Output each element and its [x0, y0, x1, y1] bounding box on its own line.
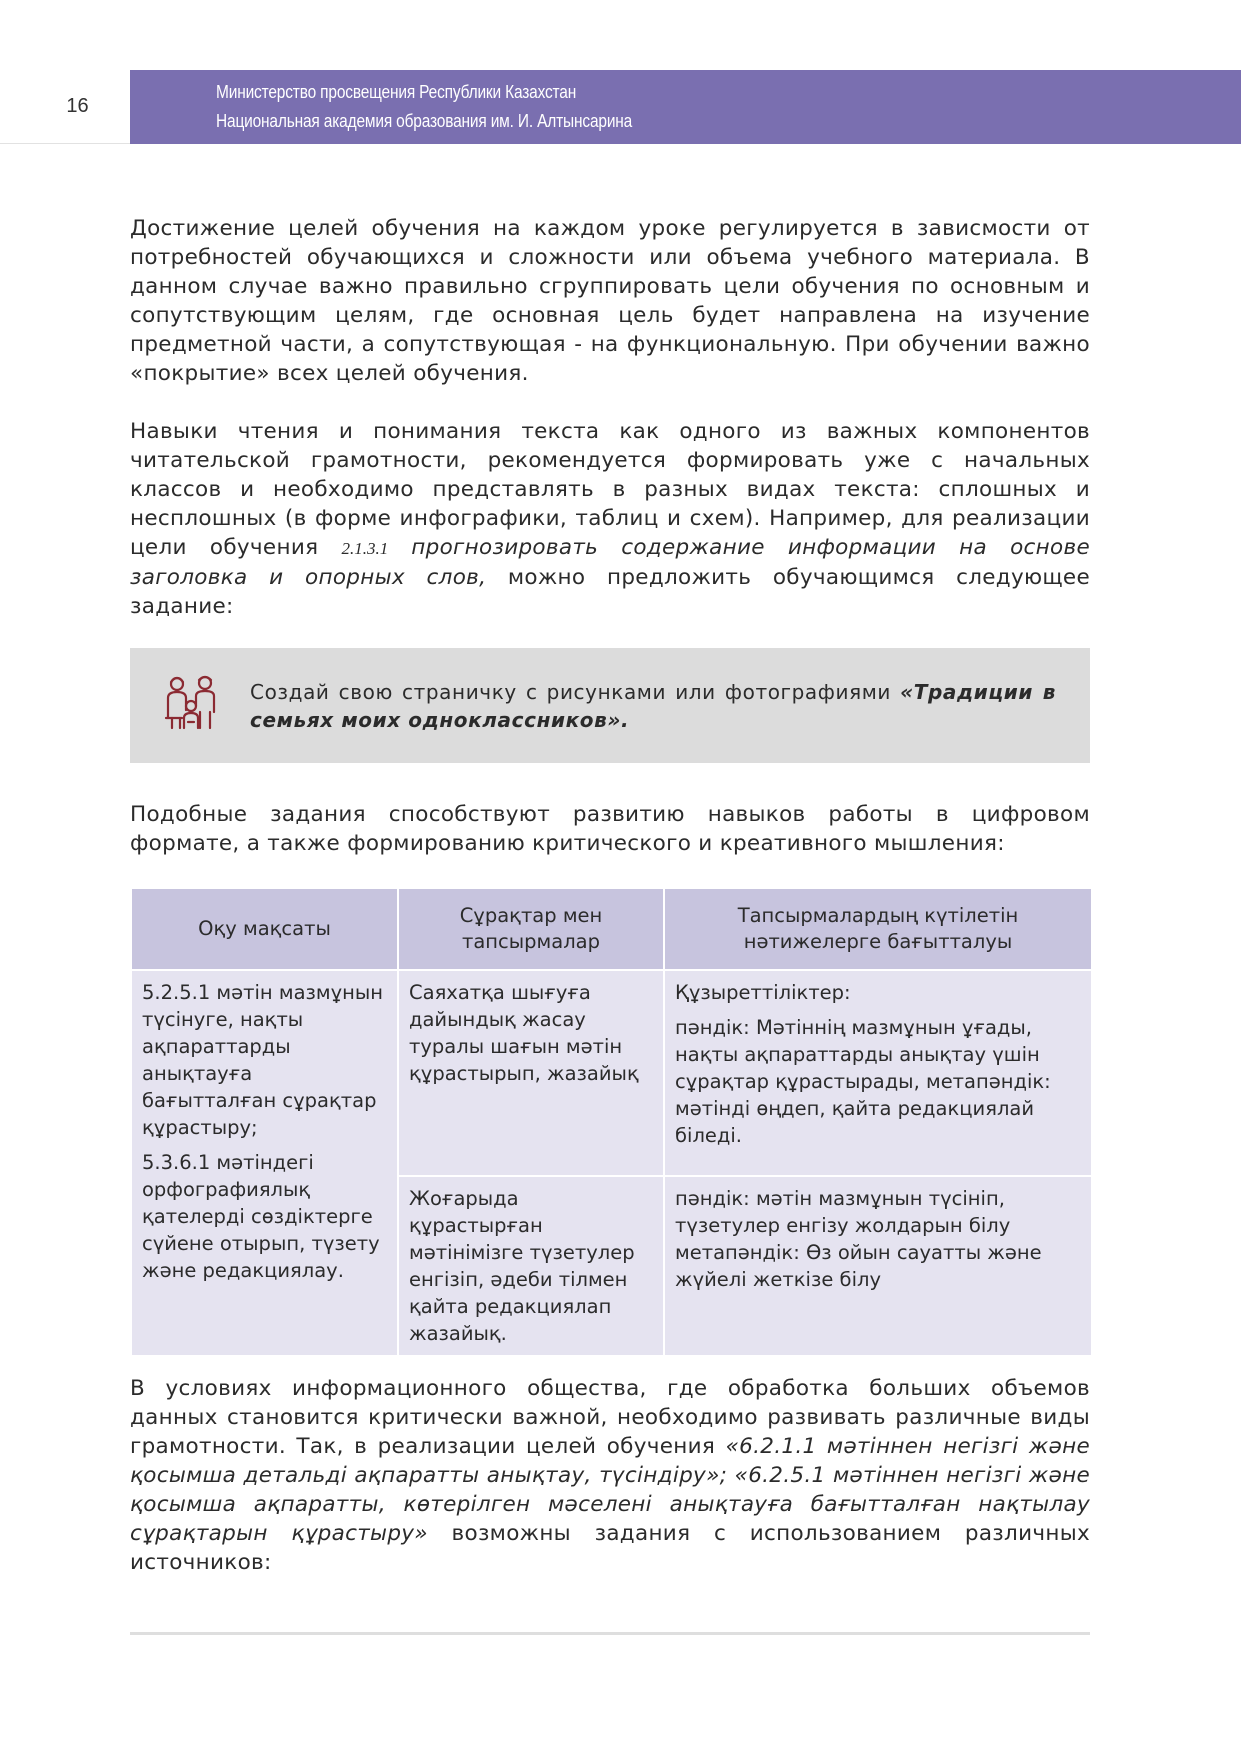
paragraph-information-society [130, 1374, 1090, 1577]
goals-cell [131, 970, 398, 1356]
task-cell: Саяхатқа шығуға дайындық жасау туралы шағын мәтін құрастырып, жазайық [398, 970, 664, 1176]
result-cell [664, 970, 1092, 1176]
goal-item: 5.3.6.1 мәтіндегі орфографиялық қателерді сөздіктерге сүйене отырып, түзету және редакциялау. [142, 1151, 380, 1282]
paragraph-reading-skills [130, 417, 1090, 621]
result-title: Құзыреттіліктер: [675, 981, 851, 1004]
paragraph-info-text: В условиях информационного общества, где обработка больших объемов данных становится критически важной, необходимо развивать различные виды грамотности. Так, в реализации целей обучения [130, 1376, 1090, 1459]
task-text [250, 678, 1056, 734]
result-cell: пәндік: мәтін мазмұнын түсініп, түзетулер енгізу жолдарын білу метапәндік: Өз ойын сауатты және жүйелі жеткізе білу [664, 1176, 1092, 1356]
table-header-tasks: Сұрақтар мен тапсырмалар [398, 888, 664, 970]
task-box [130, 648, 1090, 763]
header-academy: Национальная академия образования им. И. Алтынсарина [216, 111, 633, 131]
paragraph-goals-intro: Достижение целей обучения на каждом уроке регулируется в зависмости от потребностей обучающихся и сложности или объема учебного материала. В данном случае важно правильно сгруппировать цели обучения по основным и сопутствующим целям, где основная цель будет направлена на изучение предметной части, а сопутствующая - на функциональную. При обучении важно «покрытие» всех целей обучения. [130, 216, 1090, 386]
table-row [131, 970, 1092, 1176]
goal-code: 2.1.3.1 [341, 539, 389, 558]
goal-item: 5.2.5.1 мәтін мазмұнын түсінуге, нақты ақпараттарды анықтауға бағытталған сұрақтар құрастыру; [142, 981, 384, 1139]
goal-italic: прогнозировать содержание информации на основе заголовка и опорных слов, [130, 535, 1090, 590]
table-header-results: Тапсырмалардың күтілетін нәтижелерге бағытталуы [664, 888, 1092, 970]
footer-divider [130, 1632, 1090, 1635]
header-publisher [216, 78, 700, 136]
task-cell: Жоғарыда құрастырған мәтінімізге түзетулер енгізіп, әдеби тілмен қайта редакциялап жазайық. [398, 1176, 664, 1356]
task-title: «Традиции в семьях моих одноклассников». [250, 680, 1056, 732]
paragraph-info-tail: возможны задания с использованием различных источников: [130, 1521, 1091, 1575]
page-number: 16 [0, 70, 130, 144]
table-header-row [131, 888, 1092, 970]
table-header-goal: Оқу мақсаты [131, 888, 398, 970]
header-ministry: Министерство просвещения Республики Казахстан [216, 82, 577, 102]
paragraph-info-goals: «6.2.1.1 мәтіннен негізгі және қосымша детальді ақпаратты анықтау, түсіндіру»; «6.2.5.1 мәтіннен негізгі және қосымша ақпаратты, көтерілген мәселені анықтауға бағытталған нақтылау сұрақтарын құрастыру» [130, 1434, 1090, 1546]
paragraph-reading-tail: можно предложить обучающимся следующее задание: [130, 565, 1090, 619]
paragraph-digital-skills: Подобные задания способствуют развитию навыков работы в цифровом формате, а также формированию критического и креативного мышления: [130, 802, 1090, 856]
learning-goals-table [130, 887, 1093, 1357]
family-icon [160, 672, 222, 734]
task-instruction: Создай свою страничку с рисунками или фотографиями [250, 680, 901, 704]
result-text: пәндік: Мәтіннің мазмұнын ұғады, нақты ақпараттарды анықтау үшін сұрақтар құрастырады, метапәндік: мәтінді өңдеп, қайта редакциялай біледі. [675, 1016, 1051, 1147]
paragraph-reading-text: Навыки чтения и понимания текста как одного из важных компонентов читательской грамотности, рекомендуется формировать уже с начальных классов и необходимо представлять в разных видах текста: сплошных и несплошных (в форме инфографики, таблиц и схем). Например, для реализации цели обучения [130, 419, 1090, 560]
